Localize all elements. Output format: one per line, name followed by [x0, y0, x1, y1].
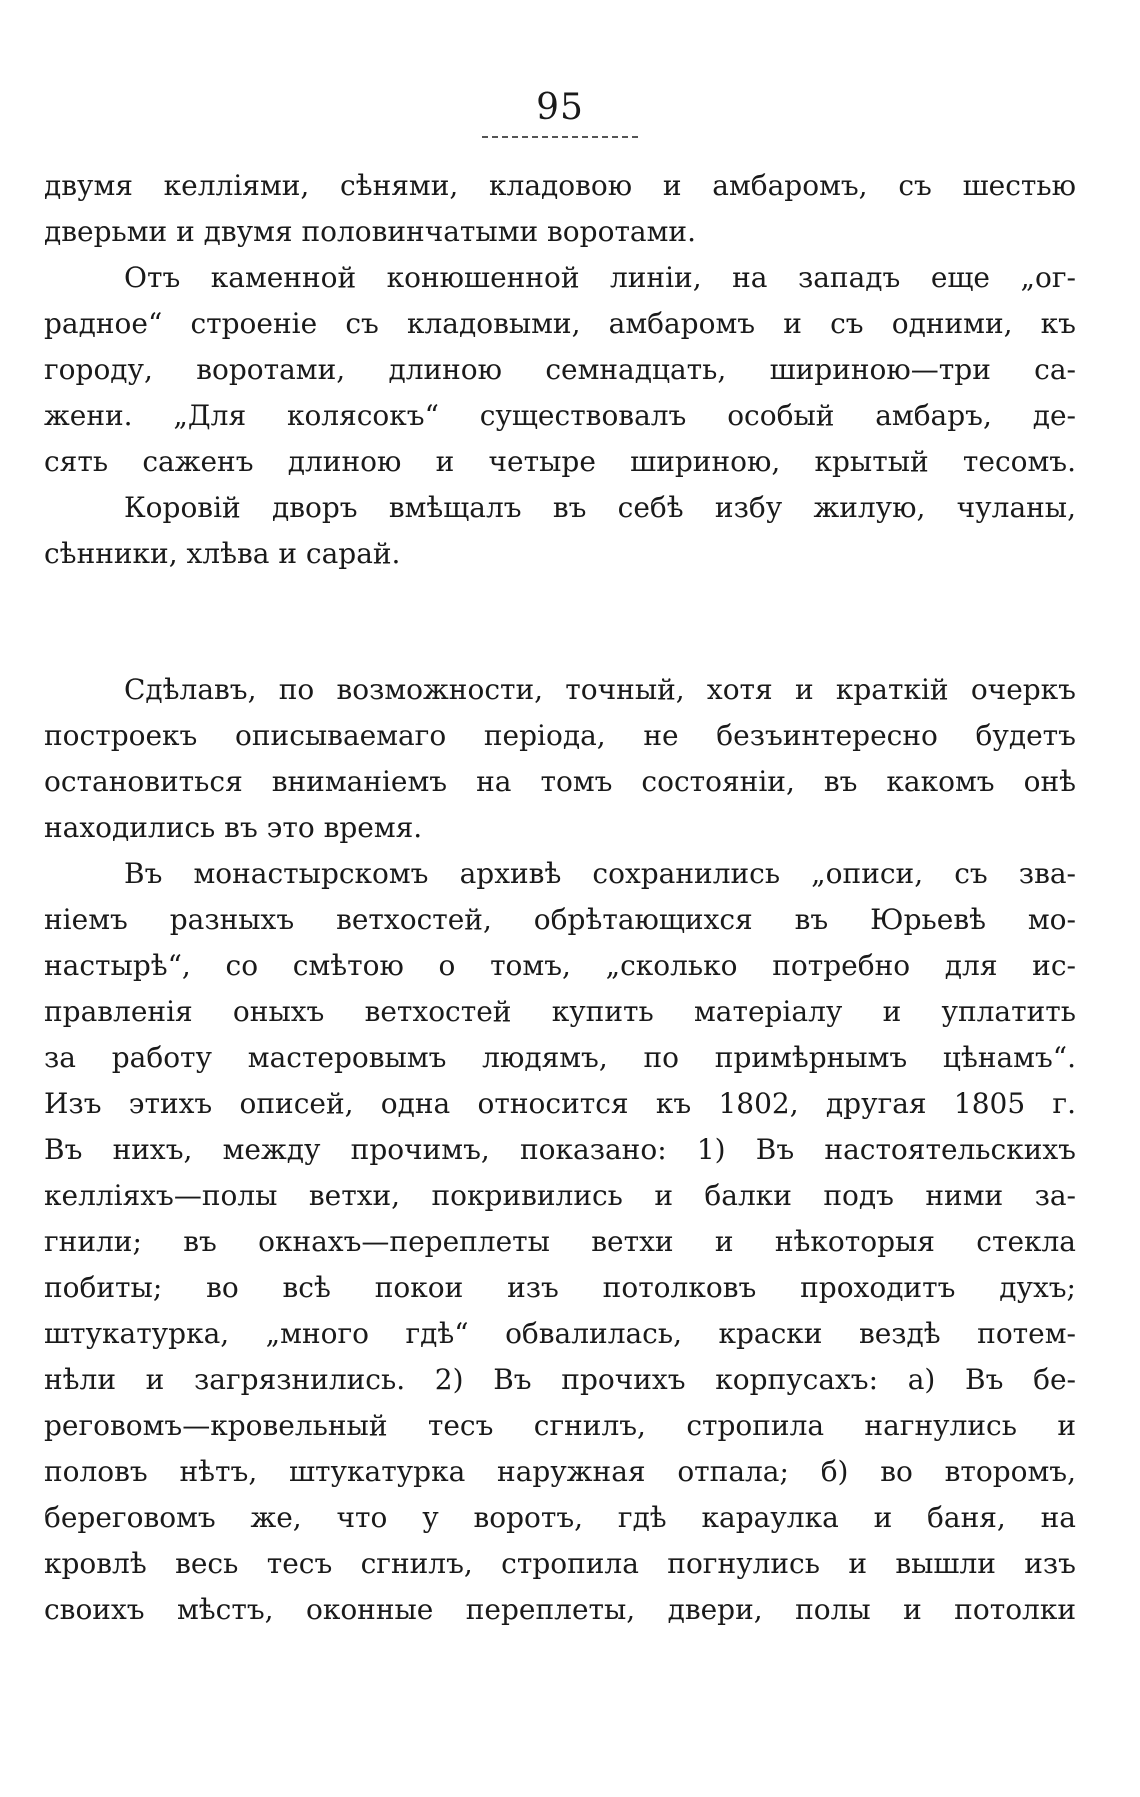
- text-line: сѣнники, хлѣва и сарай.: [44, 537, 401, 570]
- text-line: кровлѣ весь тесъ сгнилъ, стропила погнулись и вышли изъ: [44, 1547, 1076, 1580]
- text-line: Изъ этихъ описей, одна относится къ 1802, другая 1805 г.: [44, 1087, 1076, 1120]
- text-line: келлiяхъ—полы ветхи, покривились и балки подъ ними за-: [44, 1179, 1076, 1212]
- text-line: дверьми и двумя половинчатыми воротами.: [44, 215, 696, 248]
- text-line: штукатурка, „много гдѣ“ обвалилась, краски вездѣ потем-: [44, 1317, 1076, 1350]
- text-line: Отъ каменной конюшенной линiи, на западъ еще „ог-: [124, 261, 1076, 294]
- text-line: радное“ строенiе съ кладовыми, амбаромъ и съ одними, къ: [44, 307, 1076, 340]
- text-line: половъ нѣтъ, штукатурка наружная отпала; б) во второмъ,: [44, 1455, 1076, 1488]
- text-line: Сдѣлавъ, по возможности, точный, хотя и краткiй очеркъ: [124, 673, 1076, 706]
- text-line: находились въ это время.: [44, 811, 423, 844]
- text-line: правленiя оныхъ ветхостей купить матерiалу и уплатить: [44, 995, 1076, 1028]
- text-line: Въ монастырскомъ архивѣ сохранились „описи, съ зва-: [124, 857, 1076, 890]
- text-line: за работу мастеровымъ людямъ, по примѣрнымъ цѣнамъ“.: [44, 1041, 1076, 1074]
- text-line: нѣли и загрязнились. 2) Въ прочихъ корпусахъ: а) Въ бе-: [44, 1363, 1076, 1396]
- text-line: настырѣ“, со смѣтою о томъ, „сколько потребно для ис-: [44, 949, 1076, 982]
- text-line: жени. „Для колясокъ“ существовалъ особый амбаръ, де-: [44, 399, 1076, 432]
- text-line: нiемъ разныхъ ветхостей, обрѣтающихся въ Юрьевѣ мо-: [44, 903, 1076, 936]
- page-number: 95: [536, 87, 584, 128]
- text-line: побиты; во всѣ покои изъ потолковъ проходитъ духъ;: [44, 1271, 1076, 1304]
- text-line: Коровiй дворъ вмѣщалъ въ себѣ избу жилую, чуланы,: [124, 491, 1076, 524]
- text-line: своихъ мѣстъ, оконные переплеты, двери, полы и потолки: [44, 1593, 1076, 1626]
- book-page: [44, 0, 1076, 1797]
- text-line: двумя келлiями, сѣнями, кладовою и амбаромъ, съ шестью: [44, 169, 1076, 202]
- text-line: сять саженъ длиною и четыре шириною, крытый тесомъ.: [44, 445, 1076, 478]
- text-line: реговомъ—кровельный тесъ сгнилъ, стропила нагнулись и: [44, 1409, 1076, 1442]
- text-line: гнили; въ окнахъ—переплеты ветхи и нѣкоторыя стекла: [44, 1225, 1076, 1258]
- page-number-rule: [482, 136, 638, 138]
- text-line: городу, воротами, длиною семнадцать, шириною—три са-: [44, 353, 1076, 386]
- text-line: построекъ описываемаго перiода, не безъинтересно будетъ: [44, 719, 1076, 752]
- text-line: Въ нихъ, между прочимъ, показано: 1) Въ настоятельскихъ: [44, 1133, 1076, 1166]
- text-line: береговомъ же, что у воротъ, гдѣ караулка и баня, на: [44, 1501, 1076, 1534]
- text-line: остановиться вниманiемъ на томъ состоянiи, въ какомъ онѣ: [44, 765, 1076, 798]
